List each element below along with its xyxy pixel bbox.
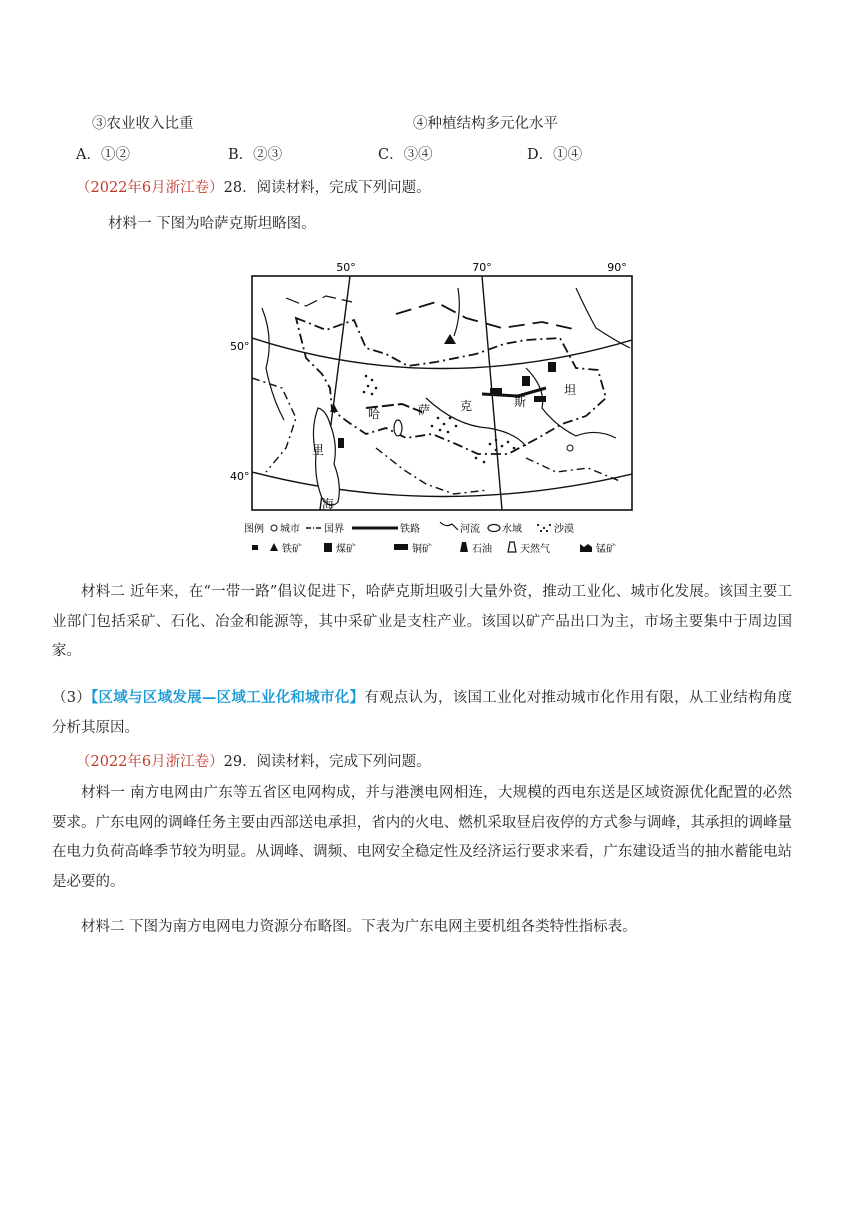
legend-label: 沙漠 <box>554 524 574 535</box>
river-legend-icon <box>440 522 458 530</box>
coal-legend-icon <box>324 543 332 552</box>
lat-label: 50° <box>230 340 250 353</box>
choice-d <box>527 143 582 164</box>
legend-label: 水域 <box>502 524 522 535</box>
lon-label: 50° <box>336 261 356 274</box>
subquestion-tag: 【区域与区域发展—区域工业化和城市化】 <box>91 689 365 706</box>
sea-label-char: 海 <box>322 497 335 511</box>
choice-text: ②③ <box>253 147 283 163</box>
legend-label: 锰矿 <box>596 544 616 555</box>
copper-mine-icon <box>490 388 502 394</box>
subquestion-text: 有观点认为，该国工业化对推动城市化作用有限，从工业结构角度分析其原因。 <box>52 690 793 736</box>
lake <box>394 420 402 436</box>
legend-label: 铁路 <box>400 524 420 535</box>
country-label-char: 克 <box>460 399 473 413</box>
choice-letter: B． <box>228 147 254 163</box>
legend-label: 石油 <box>472 544 492 555</box>
question-title: 29．阅读材料，完成下列问题。 <box>223 754 431 770</box>
lon-label: 70° <box>472 261 492 274</box>
choice-text: ③④ <box>403 147 433 163</box>
iron-ore-legend-icon <box>252 545 258 550</box>
option-item-3: ③农业收入比重 <box>92 116 194 132</box>
q29-material-2: 材料二 下图为南方电网电力资源分布略图。下表为广东电网主要机组各类特性指标表。 <box>81 919 637 935</box>
gas-legend-icon <box>508 542 516 552</box>
question-29-heading <box>76 750 431 771</box>
city-icon <box>567 445 573 451</box>
coal-mine-icon <box>522 376 530 386</box>
legend-label: 铜矿 <box>412 544 432 555</box>
choice-letter: C． <box>378 147 404 163</box>
desert-legend-icon <box>537 524 551 532</box>
oil-icon <box>338 438 344 448</box>
question-title: 28．阅读材料，完成下列问题。 <box>223 180 431 196</box>
manganese-legend-icon <box>580 544 592 552</box>
q28-material-2: 材料二 近年来，在“一带一路”倡议促进下，哈萨克斯坦吸引大量外资，推动工业化、城市化发展。该国主要工业部门包括采矿、石化、冶金和能源等，其中采矿业是支柱产业。该国以矿产品出口为主，市场主要集中于周边国家。 <box>52 584 792 659</box>
lon-label: 90° <box>607 261 627 274</box>
choice-b <box>228 143 282 164</box>
question-source: （2022年6月浙江卷） <box>76 754 224 770</box>
question-28-heading <box>76 176 431 197</box>
choice-text: ①④ <box>553 147 583 163</box>
country-label-char: 哈 <box>368 407 381 421</box>
subquestion-number: （3） <box>52 690 92 706</box>
country-label-char: 坦 <box>564 383 577 397</box>
q29-material-1: 材料一 南方电网由广东等五省区电网构成，并与港澳电网相连，大规模的西电东送是区域资源优化配置的必然要求。广东电网的调峰任务主要由西部送电承担，省内的火电、燃机采取昼启夜停的方式参与调峰，其承担的调峰量在电力负荷高峰季节较为明显。从调峰、调频、电网安全稳定性及经济运行要求来看，广东建设适当的抽水蓄能电站是必要的。 <box>52 785 792 890</box>
legend-title: 图例 <box>244 524 264 535</box>
copper-legend-icon <box>394 544 408 550</box>
country-label-char: 斯 <box>514 395 527 409</box>
legend-label: 天然气 <box>520 544 550 555</box>
copper-mine-icon <box>534 396 546 402</box>
q28-material-1: 材料一 下图为哈萨克斯坦略图。 <box>108 216 316 232</box>
coal-mine-icon <box>548 362 556 372</box>
iron-ore-icon <box>270 543 278 551</box>
kazakhstan-map <box>226 258 638 560</box>
legend-label: 国界 <box>324 524 344 535</box>
option-item-4: ④种植结构多元化水平 <box>413 116 558 132</box>
map-legend <box>244 522 616 555</box>
choice-a <box>76 143 130 164</box>
legend-label: 河流 <box>460 524 480 535</box>
legend-label: 铁矿 <box>282 544 302 555</box>
question-source: （2022年6月浙江卷） <box>76 180 224 196</box>
country-label-char: 萨 <box>418 403 431 417</box>
sea-label-char: 里 <box>312 443 325 457</box>
choice-c <box>378 143 433 164</box>
lat-label: 40° <box>230 470 250 483</box>
oil-legend-icon <box>460 542 468 552</box>
water-legend-icon <box>488 525 500 532</box>
choice-text: ①② <box>100 147 130 163</box>
choice-letter: D． <box>527 147 554 163</box>
legend-label: 城市 <box>280 524 300 535</box>
legend-label: 煤矿 <box>336 544 356 555</box>
choice-letter: A． <box>76 147 101 163</box>
city-icon <box>271 525 277 531</box>
q28-subquestion-3 <box>52 683 792 743</box>
